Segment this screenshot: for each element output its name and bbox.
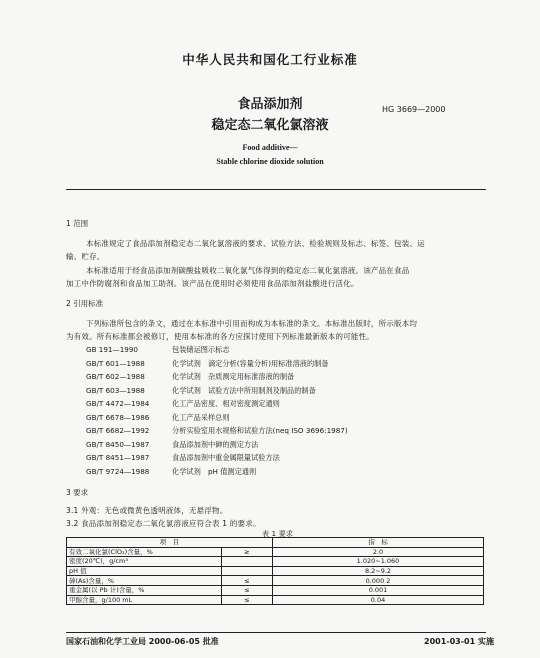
table-cell-item: 密度(20℃)，g/cm³ <box>67 557 222 567</box>
reference-code: GB/T 4472—1984 <box>86 399 150 408</box>
requirement-3-2: 3.2 食品添加剂稳定态二氧化氯溶液应符合表 1 的要求。 <box>66 519 261 528</box>
reference-code: GB/T 8450—1987 <box>86 440 150 449</box>
section1-para2-line1: 本标准适用于经食品添加剂碳酸盐吸收二氧化氯气体得到的稳定态二氧化氯溶液。该产品在食品 <box>86 266 410 275</box>
table-cell-symbol: ≤ <box>222 585 273 595</box>
reference-item <box>86 413 230 423</box>
table-cell-value: 1.020~1.060 <box>273 557 484 567</box>
table-row <box>67 576 484 586</box>
table-row <box>67 595 484 605</box>
table-row <box>67 547 484 557</box>
section3-heading: 3 要求 <box>66 488 89 497</box>
title-divider <box>66 189 486 190</box>
reference-code: GB/T 602—1988 <box>86 372 145 381</box>
reference-code: GB/T 603—1988 <box>86 386 145 395</box>
table-header-row <box>67 538 484 548</box>
reference-title: 化工产品采样总则 <box>172 413 230 422</box>
reference-item <box>86 426 348 436</box>
standard-number: HG 3669—2000 <box>382 105 446 114</box>
table-cell-symbol: ≤ <box>222 595 273 605</box>
requirement-3-1: 3.1 外观：无色或微黄色透明液体，无悬浮物。 <box>66 506 228 515</box>
reference-code: GB/T 601—1988 <box>86 359 145 368</box>
table-cell-value: 0.04 <box>273 595 484 605</box>
table-cell-value: 0.001 <box>273 585 484 595</box>
table-cell-value: 2.0 <box>273 547 484 557</box>
reference-item <box>86 467 256 477</box>
section1-para2-line2: 加工中作防腐剂和食品加工助剂。该产品在使用时必须使用食品添加剂盐酸进行活化。 <box>66 279 359 288</box>
table-row <box>67 557 484 567</box>
table-cell-item: 砷(As)含量，% <box>67 576 222 586</box>
reference-item <box>86 372 294 382</box>
table-header-item: 项 目 <box>67 538 273 548</box>
reference-title: 分析实验室用水规格和试验方法(neq ISO 3696:1987) <box>172 426 348 435</box>
document-title-line1: 食品添加剂 <box>237 97 303 112</box>
table-cell-symbol: ≤ <box>222 576 273 586</box>
table-cell-symbol <box>222 566 273 576</box>
section2-heading: 2 引用标准 <box>66 299 104 308</box>
section2-intro-line2: 为有效。所有标准都会被修订，使用本标准的各方应探讨使用下列标准最新版本的可能性。 <box>66 332 374 341</box>
reference-title: 食品添加剂中砷的测定方法 <box>172 440 259 449</box>
section2-intro-line1: 下列标准所包含的条文，通过在本标准中引用而构成为本标准的条文。本标准出版时，所示版本均 <box>86 319 418 328</box>
table-cell-item: 重金属(以 Pb 计)含量，% <box>67 585 222 595</box>
reference-title: 化学试剂 pH 值测定通则 <box>172 467 257 476</box>
table-caption: 表 1 要求 <box>262 530 294 538</box>
section1-para1-line1: 本标准规定了食品添加剂稳定态二氧化氯溶液的要求、试验方法、检验规则及标志、标签、包装、运 <box>86 239 425 248</box>
table-cell-value: 0.000 2 <box>273 576 484 586</box>
section1-para1-line2: 输、贮存。 <box>66 252 105 261</box>
implementation-date: 2001-03-01 实施 <box>424 637 494 646</box>
section1-heading: 1 范围 <box>66 219 89 228</box>
reference-item <box>86 359 329 369</box>
reference-item <box>86 399 280 409</box>
reference-title: 化学试剂 滴定分析(容量分析)用标准溶液的制备 <box>172 359 329 368</box>
reference-title: 化学试剂 杂质测定用标准溶液的制备 <box>172 372 295 381</box>
english-title-line2: Stable chlorine dioxide solution <box>216 157 324 166</box>
table-cell-item: pH 值 <box>67 566 222 576</box>
reference-code: GB/T 9724—1988 <box>86 467 150 476</box>
publisher-heading: 中华人民共和国化工行业标准 <box>182 52 358 67</box>
reference-item <box>86 453 280 463</box>
table-header-value: 指 标 <box>273 538 484 548</box>
table-row <box>67 566 484 576</box>
reference-item <box>86 345 230 355</box>
reference-title: 食品添加剂中重金属限量试验方法 <box>172 453 280 462</box>
reference-code: GB/T 6678—1986 <box>86 413 150 422</box>
table-cell-item: 甲醇含量，g/100 mL <box>67 595 222 605</box>
footer-divider <box>66 632 486 633</box>
reference-title: 化工产品密度、相对密度测定通则 <box>172 399 280 408</box>
reference-code: GB/T 8451—1987 <box>86 453 150 462</box>
table-cell-symbol: ≥ <box>222 547 273 557</box>
table-row <box>67 585 484 595</box>
reference-item <box>86 386 316 396</box>
document-title-line2: 稳定态二氧化氯溶液 <box>211 118 329 133</box>
reference-item <box>86 440 258 450</box>
reference-code: GB/T 6682—1992 <box>86 426 150 435</box>
english-title-line1: Food additive— <box>242 143 298 152</box>
table-cell-item: 有效二氧化氯(ClO₂)含量，% <box>67 547 222 557</box>
table-cell-symbol <box>222 557 273 567</box>
requirements-table <box>66 537 484 605</box>
reference-code: GB 191—1990 <box>86 345 138 354</box>
reference-title: 包装储运图示标志 <box>172 345 230 354</box>
reference-title: 化学试剂 试验方法中所用制剂及制品的制备 <box>172 386 316 395</box>
approval-statement: 国家石油和化学工业局 2000-06-05 批准 <box>66 637 219 646</box>
table-cell-value: 8.2~9.2 <box>273 566 484 576</box>
